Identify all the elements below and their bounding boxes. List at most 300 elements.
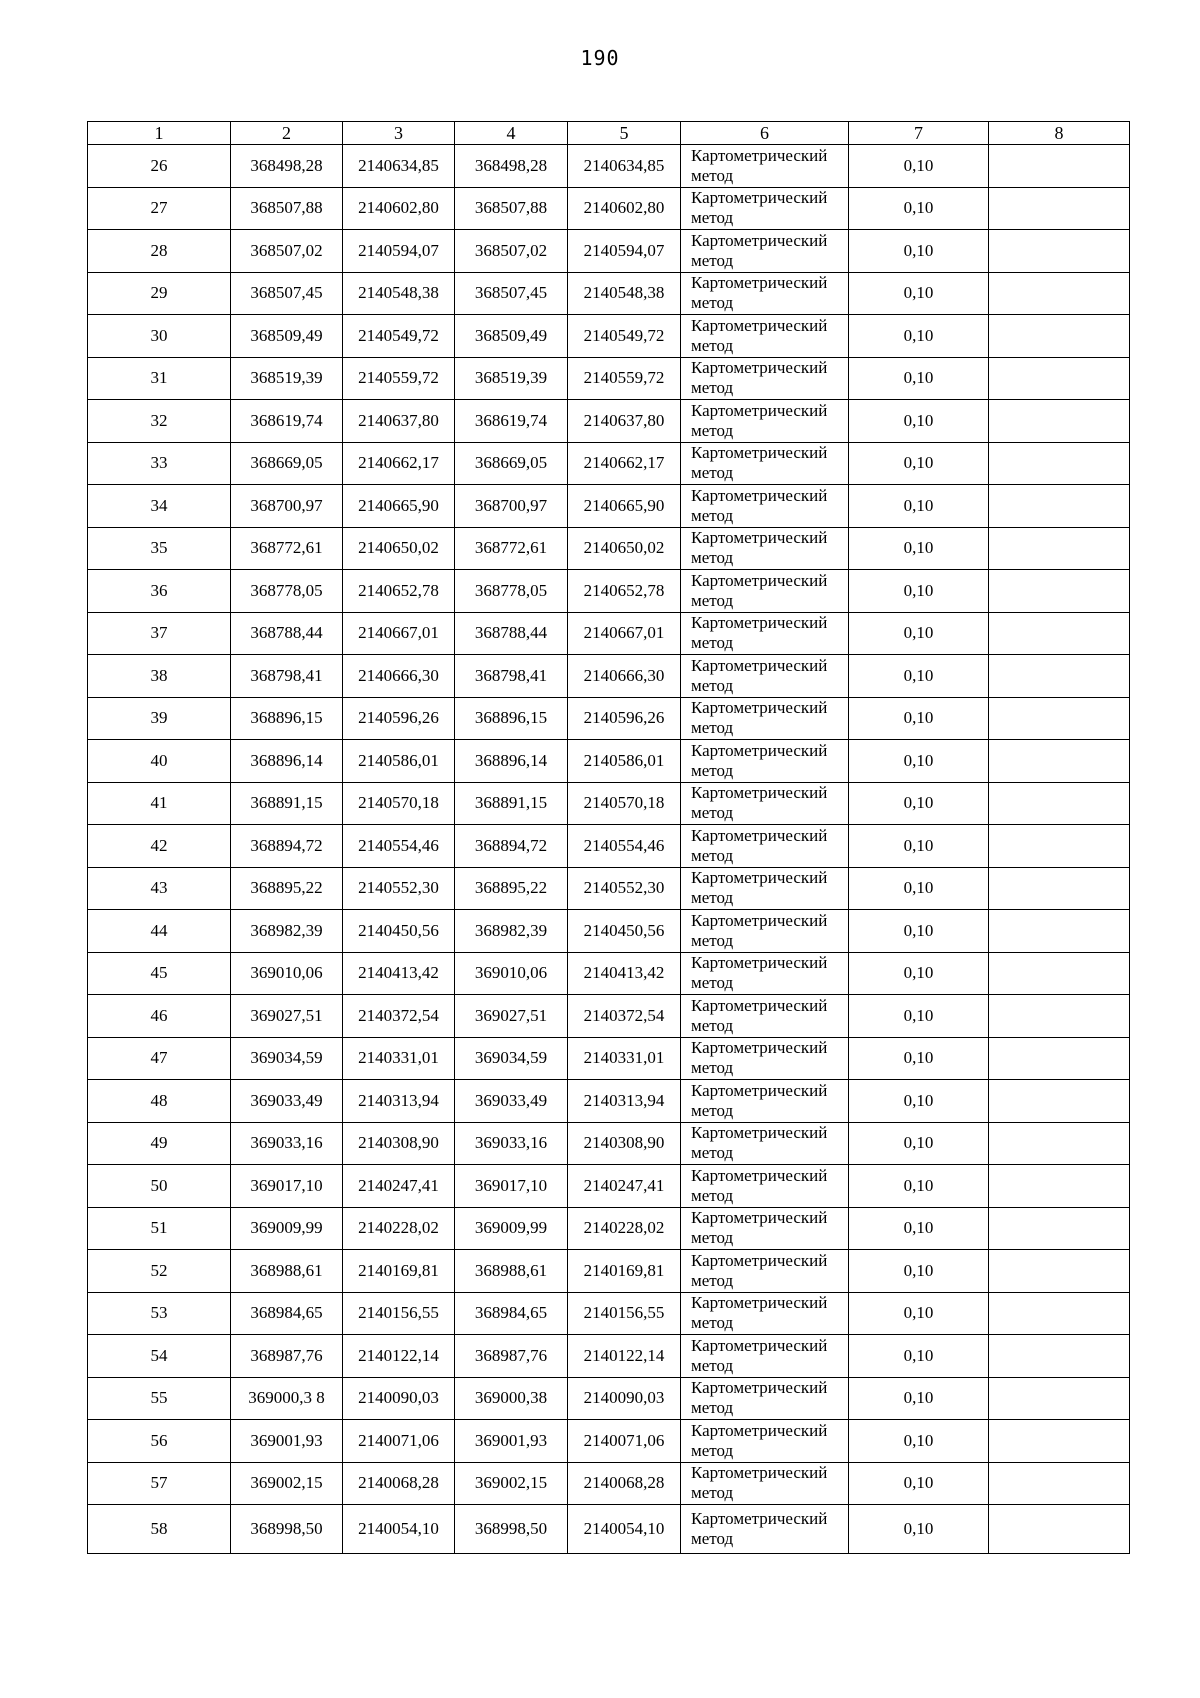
method-line-1: Картометрический xyxy=(691,1509,828,1528)
y-cell: 2140308,90 xyxy=(343,1122,455,1165)
method-line-1: Картометрический xyxy=(691,145,828,165)
table-row xyxy=(88,1377,1130,1420)
point-number-cell: 31 xyxy=(88,357,231,400)
notes-cell xyxy=(989,145,1130,188)
y-cell: 2140071,06 xyxy=(343,1420,455,1463)
y-cell: 2140548,38 xyxy=(343,272,455,315)
accuracy-cell: 0,10 xyxy=(849,867,989,910)
method-cell xyxy=(681,995,849,1038)
method-cell xyxy=(681,1420,849,1463)
point-number-cell: 43 xyxy=(88,867,231,910)
y-cell: 2140552,30 xyxy=(343,867,455,910)
point-number-cell: 51 xyxy=(88,1207,231,1250)
table-row xyxy=(88,740,1130,783)
method-cell xyxy=(681,272,849,315)
method-cell xyxy=(681,1037,849,1080)
accuracy-cell: 0,10 xyxy=(849,655,989,698)
notes-cell xyxy=(989,995,1130,1038)
y2-cell: 2140634,85 xyxy=(568,145,681,188)
accuracy-cell: 0,10 xyxy=(849,740,989,783)
method-cell xyxy=(681,867,849,910)
table-row xyxy=(88,1420,1130,1463)
method-line-1: Картометрический xyxy=(691,1123,828,1143)
y-cell: 2140090,03 xyxy=(343,1377,455,1420)
table-row xyxy=(88,1122,1130,1165)
notes-cell xyxy=(989,357,1130,400)
y-cell: 2140169,81 xyxy=(343,1250,455,1293)
method-cell xyxy=(681,1165,849,1208)
x-cell: 369017,10 xyxy=(231,1165,343,1208)
y-cell: 2140331,01 xyxy=(343,1037,455,1080)
y-cell: 2140634,85 xyxy=(343,145,455,188)
point-number-cell: 35 xyxy=(88,527,231,570)
accuracy-cell: 0,10 xyxy=(849,1335,989,1378)
table-row xyxy=(88,697,1130,740)
accuracy-cell: 0,10 xyxy=(849,315,989,358)
method-cell xyxy=(681,1505,849,1554)
method-line-2: метод xyxy=(691,1483,734,1503)
method-cell xyxy=(681,697,849,740)
x2-cell: 368507,02 xyxy=(455,230,568,273)
accuracy-cell: 0,10 xyxy=(849,400,989,443)
x-cell: 369027,51 xyxy=(231,995,343,1038)
point-number-cell: 38 xyxy=(88,655,231,698)
y2-cell: 2140650,02 xyxy=(568,527,681,570)
y2-cell: 2140068,28 xyxy=(568,1462,681,1505)
y2-cell: 2140308,90 xyxy=(568,1122,681,1165)
method-line-2: метод xyxy=(691,718,734,738)
notes-cell xyxy=(989,527,1130,570)
table-row xyxy=(88,1462,1130,1505)
table-row xyxy=(88,1037,1130,1080)
accuracy-cell: 0,10 xyxy=(849,442,989,485)
y2-cell: 2140122,14 xyxy=(568,1335,681,1378)
notes-cell xyxy=(989,442,1130,485)
accuracy-cell: 0,10 xyxy=(849,272,989,315)
table-row xyxy=(88,485,1130,528)
y2-cell: 2140372,54 xyxy=(568,995,681,1038)
x2-cell: 368998,50 xyxy=(455,1505,568,1554)
point-number-cell: 32 xyxy=(88,400,231,443)
x-cell: 368998,50 xyxy=(231,1505,343,1554)
column-header-3: 3 xyxy=(343,122,455,145)
point-number-cell: 55 xyxy=(88,1377,231,1420)
method-cell xyxy=(681,825,849,868)
table-row xyxy=(88,655,1130,698)
accuracy-cell: 0,10 xyxy=(849,1420,989,1463)
method-line-1: Картометрический xyxy=(691,655,828,675)
x-cell: 368895,22 xyxy=(231,867,343,910)
y2-cell: 2140247,41 xyxy=(568,1165,681,1208)
y-cell: 2140559,72 xyxy=(343,357,455,400)
method-line-2: метод xyxy=(691,1529,734,1548)
notes-cell xyxy=(989,825,1130,868)
point-number-cell: 27 xyxy=(88,187,231,230)
point-number-cell: 40 xyxy=(88,740,231,783)
method-line-2: метод xyxy=(691,1228,734,1248)
x-cell: 369034,59 xyxy=(231,1037,343,1080)
notes-cell xyxy=(989,1420,1130,1463)
method-line-1: Картометрический xyxy=(691,1293,828,1313)
notes-cell xyxy=(989,1505,1130,1554)
table-row xyxy=(88,187,1130,230)
notes-cell xyxy=(989,1037,1130,1080)
method-line-2: метод xyxy=(691,378,734,398)
method-line-2: метод xyxy=(691,250,734,270)
table-row xyxy=(88,1250,1130,1293)
accuracy-cell: 0,10 xyxy=(849,570,989,613)
point-number-cell: 58 xyxy=(88,1505,231,1554)
method-line-1: Картометрический xyxy=(691,570,828,590)
y2-cell: 2140156,55 xyxy=(568,1292,681,1335)
y-cell: 2140596,26 xyxy=(343,697,455,740)
method-line-2: метод xyxy=(691,208,734,228)
y-cell: 2140666,30 xyxy=(343,655,455,698)
notes-cell xyxy=(989,1122,1130,1165)
notes-cell xyxy=(989,187,1130,230)
x-cell: 369010,06 xyxy=(231,952,343,995)
x2-cell: 368891,15 xyxy=(455,782,568,825)
method-line-1: Картометрический xyxy=(691,1208,828,1228)
method-line-2: метод xyxy=(691,1313,734,1333)
table-row xyxy=(88,910,1130,953)
accuracy-cell: 0,10 xyxy=(849,697,989,740)
method-cell xyxy=(681,357,849,400)
method-line-1: Картометрический xyxy=(691,1165,828,1185)
y2-cell: 2140169,81 xyxy=(568,1250,681,1293)
method-line-2: метод xyxy=(691,505,734,525)
accuracy-cell: 0,10 xyxy=(849,612,989,655)
method-line-1: Картометрический xyxy=(691,400,828,420)
x-cell: 368507,45 xyxy=(231,272,343,315)
method-cell xyxy=(681,655,849,698)
y-cell: 2140247,41 xyxy=(343,1165,455,1208)
y2-cell: 2140570,18 xyxy=(568,782,681,825)
x2-cell: 369010,06 xyxy=(455,952,568,995)
method-cell xyxy=(681,527,849,570)
point-number-cell: 37 xyxy=(88,612,231,655)
table-row xyxy=(88,527,1130,570)
method-cell xyxy=(681,1335,849,1378)
point-number-cell: 50 xyxy=(88,1165,231,1208)
x-cell: 368984,65 xyxy=(231,1292,343,1335)
x-cell: 368519,39 xyxy=(231,357,343,400)
y2-cell: 2140054,10 xyxy=(568,1505,681,1554)
method-line-1: Картометрический xyxy=(691,188,828,208)
method-line-1: Картометрический xyxy=(691,1463,828,1483)
method-line-1: Картометрический xyxy=(691,1250,828,1270)
table-row xyxy=(88,1292,1130,1335)
point-number-cell: 36 xyxy=(88,570,231,613)
point-number-cell: 42 xyxy=(88,825,231,868)
column-header-4: 4 xyxy=(455,122,568,145)
method-line-2: метод xyxy=(691,548,734,568)
y2-cell: 2140594,07 xyxy=(568,230,681,273)
x2-cell: 369034,59 xyxy=(455,1037,568,1080)
x2-cell: 368988,61 xyxy=(455,1250,568,1293)
x-cell: 368778,05 xyxy=(231,570,343,613)
method-line-2: метод xyxy=(691,888,734,908)
method-line-1: Картометрический xyxy=(691,1335,828,1355)
y2-cell: 2140071,06 xyxy=(568,1420,681,1463)
table-row xyxy=(88,867,1130,910)
point-number-cell: 44 xyxy=(88,910,231,953)
column-header-1: 1 xyxy=(88,122,231,145)
accuracy-cell: 0,10 xyxy=(849,1207,989,1250)
method-cell xyxy=(681,1207,849,1250)
method-line-1: Картометрический xyxy=(691,1378,828,1398)
method-line-2: метод xyxy=(691,335,734,355)
x-cell: 368700,97 xyxy=(231,485,343,528)
table-row xyxy=(88,952,1130,995)
point-number-cell: 26 xyxy=(88,145,231,188)
table-row xyxy=(88,1505,1130,1554)
accuracy-cell: 0,10 xyxy=(849,485,989,528)
notes-cell xyxy=(989,910,1130,953)
method-line-2: метод xyxy=(691,633,734,653)
point-number-cell: 41 xyxy=(88,782,231,825)
table-row xyxy=(88,570,1130,613)
y-cell: 2140054,10 xyxy=(343,1505,455,1554)
accuracy-cell: 0,10 xyxy=(849,187,989,230)
accuracy-cell: 0,10 xyxy=(849,230,989,273)
x-cell: 368498,28 xyxy=(231,145,343,188)
method-line-2: метод xyxy=(691,590,734,610)
x2-cell: 368498,28 xyxy=(455,145,568,188)
x2-cell: 368987,76 xyxy=(455,1335,568,1378)
notes-cell xyxy=(989,867,1130,910)
notes-cell xyxy=(989,782,1130,825)
method-line-1: Картометрический xyxy=(691,740,828,760)
point-number-cell: 54 xyxy=(88,1335,231,1378)
accuracy-cell: 0,10 xyxy=(849,1165,989,1208)
y2-cell: 2140602,80 xyxy=(568,187,681,230)
method-line-1: Картометрический xyxy=(691,953,828,973)
x-cell: 368507,02 xyxy=(231,230,343,273)
x2-cell: 368700,97 xyxy=(455,485,568,528)
table-row xyxy=(88,400,1130,443)
y2-cell: 2140331,01 xyxy=(568,1037,681,1080)
notes-cell xyxy=(989,485,1130,528)
x-cell: 368982,39 xyxy=(231,910,343,953)
point-number-cell: 33 xyxy=(88,442,231,485)
method-line-1: Картометрический xyxy=(691,613,828,633)
method-cell xyxy=(681,1080,849,1123)
method-line-2: метод xyxy=(691,1143,734,1163)
method-line-1: Картометрический xyxy=(691,783,828,803)
x-cell: 368507,88 xyxy=(231,187,343,230)
notes-cell xyxy=(989,612,1130,655)
method-line-1: Картометрический xyxy=(691,1420,828,1440)
coordinates-table xyxy=(87,121,1130,1554)
method-line-2: метод xyxy=(691,930,734,950)
method-line-1: Картометрический xyxy=(691,485,828,505)
point-number-cell: 39 xyxy=(88,697,231,740)
x-cell: 368896,15 xyxy=(231,697,343,740)
method-line-1: Картометрический xyxy=(691,315,828,335)
y-cell: 2140667,01 xyxy=(343,612,455,655)
x-cell: 368987,76 xyxy=(231,1335,343,1378)
x-cell: 368619,74 xyxy=(231,400,343,443)
accuracy-cell: 0,10 xyxy=(849,1292,989,1335)
table-row xyxy=(88,1335,1130,1378)
notes-cell xyxy=(989,570,1130,613)
x2-cell: 369000,38 xyxy=(455,1377,568,1420)
y-cell: 2140068,28 xyxy=(343,1462,455,1505)
method-cell xyxy=(681,570,849,613)
x2-cell: 368896,14 xyxy=(455,740,568,783)
method-cell xyxy=(681,485,849,528)
point-number-cell: 49 xyxy=(88,1122,231,1165)
y-cell: 2140662,17 xyxy=(343,442,455,485)
method-line-1: Картометрический xyxy=(691,698,828,718)
table-row xyxy=(88,825,1130,868)
notes-cell xyxy=(989,1080,1130,1123)
column-header-2: 2 xyxy=(231,122,343,145)
method-line-2: метод xyxy=(691,165,734,185)
y2-cell: 2140413,42 xyxy=(568,952,681,995)
method-line-2: метод xyxy=(691,1440,734,1460)
notes-cell xyxy=(989,272,1130,315)
point-number-cell: 53 xyxy=(88,1292,231,1335)
table-row xyxy=(88,1165,1130,1208)
method-cell xyxy=(681,442,849,485)
table-row xyxy=(88,1207,1130,1250)
notes-cell xyxy=(989,952,1130,995)
y-cell: 2140650,02 xyxy=(343,527,455,570)
y-cell: 2140652,78 xyxy=(343,570,455,613)
notes-cell xyxy=(989,740,1130,783)
x-cell: 368891,15 xyxy=(231,782,343,825)
method-cell xyxy=(681,1292,849,1335)
method-line-2: метод xyxy=(691,1270,734,1290)
x-cell: 369000,3 8 xyxy=(231,1377,343,1420)
y2-cell: 2140559,72 xyxy=(568,357,681,400)
accuracy-cell: 0,10 xyxy=(849,952,989,995)
y2-cell: 2140450,56 xyxy=(568,910,681,953)
point-number-cell: 57 xyxy=(88,1462,231,1505)
y2-cell: 2140549,72 xyxy=(568,315,681,358)
x2-cell: 368984,65 xyxy=(455,1292,568,1335)
point-number-cell: 34 xyxy=(88,485,231,528)
y-cell: 2140570,18 xyxy=(343,782,455,825)
method-line-2: метод xyxy=(691,420,734,440)
accuracy-cell: 0,10 xyxy=(849,357,989,400)
column-header-6: 6 xyxy=(681,122,849,145)
method-line-1: Картометрический xyxy=(691,995,828,1015)
y-cell: 2140554,46 xyxy=(343,825,455,868)
x2-cell: 369017,10 xyxy=(455,1165,568,1208)
method-cell xyxy=(681,612,849,655)
method-line-2: метод xyxy=(691,1100,734,1120)
point-number-cell: 56 xyxy=(88,1420,231,1463)
y-cell: 2140450,56 xyxy=(343,910,455,953)
table-row xyxy=(88,145,1130,188)
y2-cell: 2140637,80 xyxy=(568,400,681,443)
y2-cell: 2140667,01 xyxy=(568,612,681,655)
accuracy-cell: 0,10 xyxy=(849,782,989,825)
method-cell xyxy=(681,1250,849,1293)
x2-cell: 369027,51 xyxy=(455,995,568,1038)
accuracy-cell: 0,10 xyxy=(849,1250,989,1293)
x2-cell: 368669,05 xyxy=(455,442,568,485)
x-cell: 369033,49 xyxy=(231,1080,343,1123)
notes-cell xyxy=(989,315,1130,358)
y-cell: 2140313,94 xyxy=(343,1080,455,1123)
x-cell: 368896,14 xyxy=(231,740,343,783)
x2-cell: 369033,16 xyxy=(455,1122,568,1165)
x-cell: 368788,44 xyxy=(231,612,343,655)
y2-cell: 2140586,01 xyxy=(568,740,681,783)
column-header-5: 5 xyxy=(568,122,681,145)
y-cell: 2140413,42 xyxy=(343,952,455,995)
y-cell: 2140586,01 xyxy=(343,740,455,783)
x-cell: 368772,61 xyxy=(231,527,343,570)
method-line-2: метод xyxy=(691,1398,734,1418)
y2-cell: 2140090,03 xyxy=(568,1377,681,1420)
x2-cell: 368778,05 xyxy=(455,570,568,613)
x-cell: 369001,93 xyxy=(231,1420,343,1463)
accuracy-cell: 0,10 xyxy=(849,995,989,1038)
x2-cell: 368772,61 xyxy=(455,527,568,570)
x2-cell: 368509,49 xyxy=(455,315,568,358)
accuracy-cell: 0,10 xyxy=(849,1462,989,1505)
x2-cell: 369009,99 xyxy=(455,1207,568,1250)
table-row xyxy=(88,782,1130,825)
y2-cell: 2140665,90 xyxy=(568,485,681,528)
table-row xyxy=(88,230,1130,273)
table-row xyxy=(88,612,1130,655)
x2-cell: 368507,88 xyxy=(455,187,568,230)
method-cell xyxy=(681,952,849,995)
accuracy-cell: 0,10 xyxy=(849,1377,989,1420)
x-cell: 368798,41 xyxy=(231,655,343,698)
method-line-2: метод xyxy=(691,1015,734,1035)
method-cell xyxy=(681,145,849,188)
method-line-2: метод xyxy=(691,845,734,865)
x2-cell: 368788,44 xyxy=(455,612,568,655)
x-cell: 369033,16 xyxy=(231,1122,343,1165)
x2-cell: 368895,22 xyxy=(455,867,568,910)
method-line-2: метод xyxy=(691,1185,734,1205)
method-line-2: метод xyxy=(691,1058,734,1078)
y2-cell: 2140228,02 xyxy=(568,1207,681,1250)
notes-cell xyxy=(989,230,1130,273)
notes-cell xyxy=(989,1250,1130,1293)
notes-cell xyxy=(989,1165,1130,1208)
accuracy-cell: 0,10 xyxy=(849,1122,989,1165)
method-cell xyxy=(681,230,849,273)
y2-cell: 2140548,38 xyxy=(568,272,681,315)
y-cell: 2140602,80 xyxy=(343,187,455,230)
x-cell: 369009,99 xyxy=(231,1207,343,1250)
point-number-cell: 29 xyxy=(88,272,231,315)
x-cell: 368988,61 xyxy=(231,1250,343,1293)
y2-cell: 2140596,26 xyxy=(568,697,681,740)
table-row xyxy=(88,442,1130,485)
y2-cell: 2140662,17 xyxy=(568,442,681,485)
method-cell xyxy=(681,400,849,443)
accuracy-cell: 0,10 xyxy=(849,527,989,570)
y2-cell: 2140313,94 xyxy=(568,1080,681,1123)
x-cell: 368509,49 xyxy=(231,315,343,358)
notes-cell xyxy=(989,697,1130,740)
y2-cell: 2140666,30 xyxy=(568,655,681,698)
x2-cell: 368619,74 xyxy=(455,400,568,443)
x2-cell: 368896,15 xyxy=(455,697,568,740)
point-number-cell: 52 xyxy=(88,1250,231,1293)
table-row xyxy=(88,357,1130,400)
